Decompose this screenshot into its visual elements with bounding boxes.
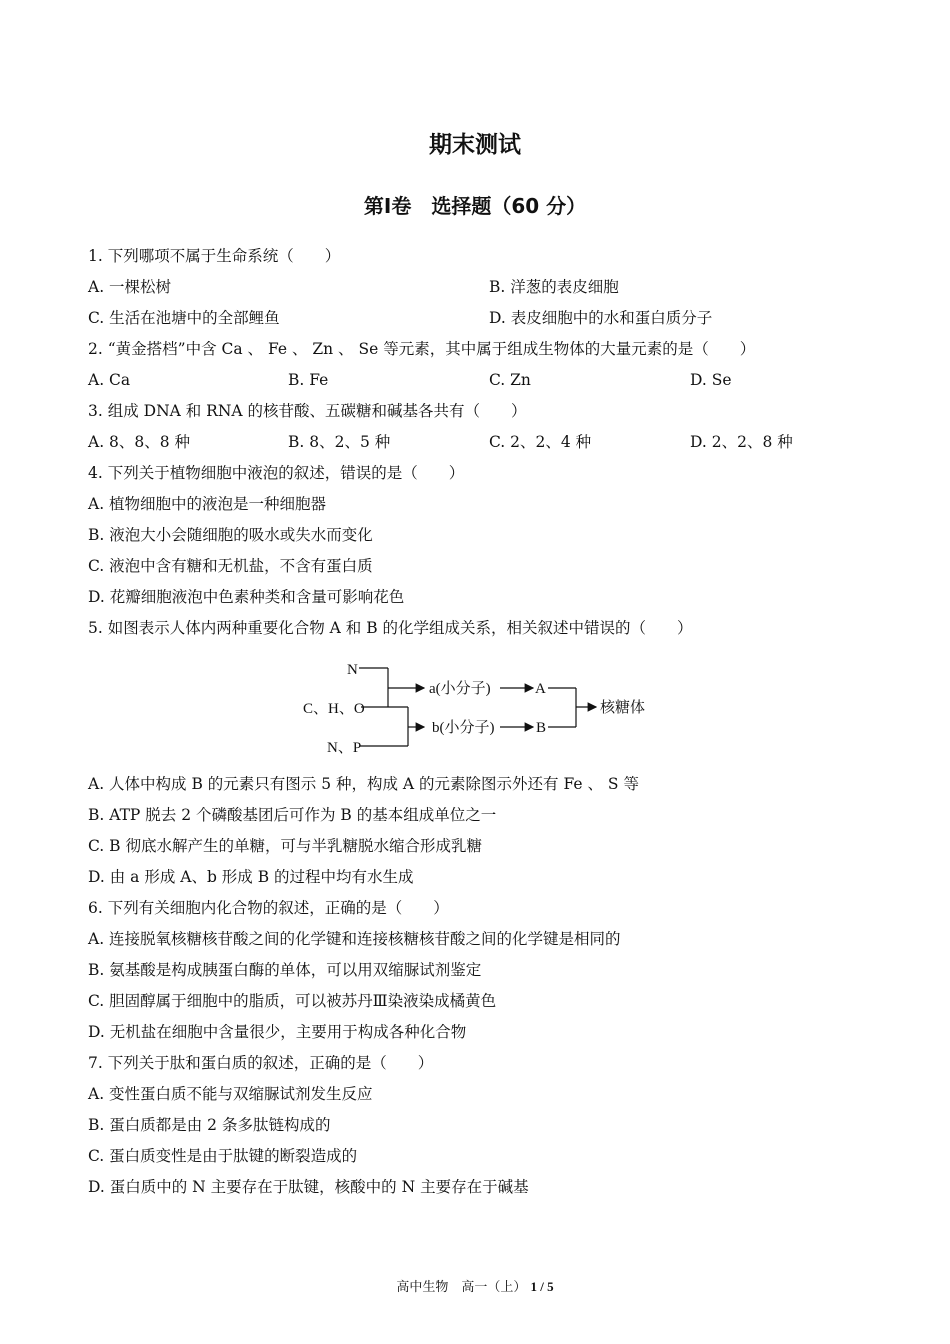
question-3-stem: 3. 组成 DNA 和 RNA 的核苷酸、五碳糖和碱基各共有（ ） (88, 402, 527, 420)
diagram-label-b-small: b(小分子) (432, 720, 495, 736)
question-4-option-a: A. 植物细胞中的液泡是一种细胞器 (88, 495, 327, 513)
page-title: 期末测试 (429, 132, 521, 158)
question-7-option-b: B. 蛋白质都是由 2 条多肽链构成的 (88, 1116, 331, 1134)
diagram-label-np: N、P (327, 740, 362, 756)
question-1-stem: 1. 下列哪项不属于生命系统（ ） (88, 247, 341, 265)
question-4-stem: 4. 下列关于植物细胞中液泡的叙述，错误的是（ ） (88, 464, 465, 482)
diagram-label-a-small: a(小分子) (429, 681, 491, 697)
question-7-option-d: D. 蛋白质中的 N 主要存在于肽键，核酸中的 N 主要存在于碱基 (88, 1178, 529, 1196)
diagram-label-ribosome: 核糖体 (600, 700, 646, 716)
diagram-label-big-a: A (535, 681, 546, 697)
question-6-option-d: D. 无机盐在细胞中含量很少，主要用于构成各种化合物 (88, 1023, 467, 1041)
question-1-option-b: B. 洋葱的表皮细胞 (489, 278, 619, 296)
question-2-option-a: A. Ca (88, 371, 131, 389)
question-6-stem: 6. 下列有关细胞内化合物的叙述，正确的是（ ） (88, 899, 449, 917)
question-1-option-d: D. 表皮细胞中的水和蛋白质分子 (489, 309, 713, 327)
diagram-label-big-b: B (536, 720, 547, 736)
question-4-option-c: C. 液泡中含有糖和无机盐，不含有蛋白质 (88, 557, 373, 575)
question-5-option-d: D. 由 a 形成 A、b 形成 B 的过程中均有水生成 (88, 868, 414, 886)
question-3-option-c: C. 2、2、4 种 (489, 433, 592, 451)
question-7-stem: 7. 下列关于肽和蛋白质的叙述，正确的是（ ） (88, 1054, 434, 1072)
question-4-option-b: B. 液泡大小会随细胞的吸水或失水而变化 (88, 526, 373, 544)
question-5-option-b: B. ATP 脱去 2 个磷酸基团后可作为 B 的基本组成单位之一 (88, 806, 497, 824)
question-7-option-a: A. 变性蛋白质不能与双缩脲试剂发生反应 (88, 1085, 373, 1103)
footer-subject: 高中生物 高一（上） (396, 1280, 527, 1295)
question-6-option-a: A. 连接脱氧核糖核苷酸之间的化学键和连接核糖核苷酸之间的化学键是相同的 (88, 930, 621, 948)
diagram-label-n: N (347, 662, 358, 678)
page-footer (0, 1276, 950, 1295)
question-2-option-b: B. Fe (288, 371, 329, 389)
question-2-option-c: C. Zn (489, 371, 531, 389)
question-2-option-d: D. Se (690, 371, 732, 389)
question-3-option-a: A. 8、8、8 种 (88, 433, 191, 451)
question-1-option-a: A. 一棵松树 (88, 278, 172, 296)
page-number: 1 / 5 (530, 1279, 554, 1294)
question-5-stem: 5. 如图表示人体内两种重要化合物 A 和 B 的化学组成关系，相关叙述中错误的（ ） (88, 619, 693, 637)
question-5-option-c: C. B 彻底水解产生的单糖，可与半乳糖脱水缩合形成乳糖 (88, 837, 482, 855)
question-3-option-d: D. 2、2、8 种 (690, 433, 793, 451)
question-5-option-a: A. 人体中构成 B 的元素只有图示 5 种，构成 A 的元素除图示外还有 Fe 、 S 等 (88, 775, 639, 793)
section-heading: 第Ⅰ卷 选择题（60 分） (363, 194, 587, 218)
question-6-option-b: B. 氨基酸是构成胰蛋白酶的单体，可以用双缩脲试剂鉴定 (88, 961, 482, 979)
question-6-option-c: C. 胆固醇属于细胞中的脂质，可以被苏丹Ⅲ染液染成橘黄色 (88, 992, 497, 1010)
diagram-label-cho: C、H、O (303, 701, 365, 717)
composition-diagram (290, 655, 670, 760)
question-1-option-c: C. 生活在池塘中的全部鲤鱼 (88, 309, 280, 327)
question-4-option-d: D. 花瓣细胞液泡中色素种类和含量可影响花色 (88, 588, 405, 606)
question-3-option-b: B. 8、2、5 种 (288, 433, 391, 451)
question-7-option-c: C. 蛋白质变性是由于肽键的断裂造成的 (88, 1147, 358, 1165)
question-2-stem: 2. “黄金搭档”中含 Ca 、 Fe 、 Zn 、 Se 等元素，其中属于组成生物体的大量元素的是（ ） (88, 340, 756, 358)
